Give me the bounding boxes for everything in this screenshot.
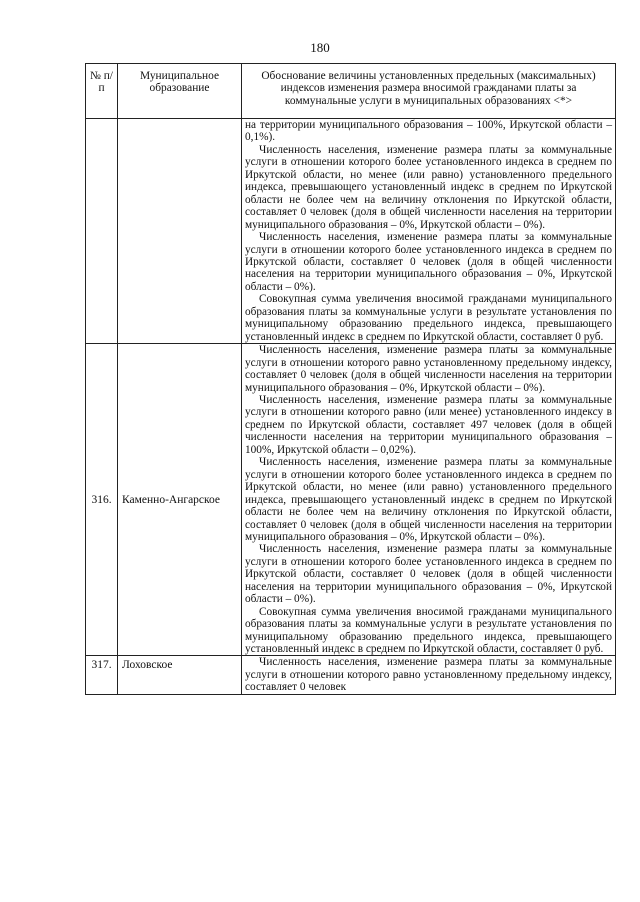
- paragraph: Численность населения, изменение размера платы за коммунальные услуги в отношении которого равно (или менее) установленного индексу в среднем по Иркутской области, составляет 497 человек (доля в общей численности населения на территории муниципального образования – 100%, Иркутской области – 0,02%).: [245, 393, 612, 456]
- row-justification: [242, 119, 616, 344]
- paragraph: на территории муниципального образования – 100%, Иркутской области – 0,1%).: [245, 119, 612, 144]
- header-justification: Обоснование величины установленных предельных (максимальных) индексов изменения размера вносимой гражданами платы за коммунальные услуги в муниципальных образованиях <*>: [242, 64, 616, 119]
- row-num: [86, 119, 118, 344]
- row-justification: [242, 656, 616, 694]
- paragraph: Численность населения, изменение размера платы за коммунальные услуги в отношении которого более установленного индекса в среднем по Иркутской области, составляет 0 человек (доля в общей численности населения на территории муниципального образования – 0%, Иркутской области – 0%).: [245, 543, 612, 606]
- row-municipality: Каменно-Ангарское: [118, 344, 242, 656]
- paragraph: Совокупная сумма увеличения вносимой гражданами муниципального образования платы за коммунальные услуги в результате установления по муниципальному образованию предельного индекса, превышающего установленный индекс в среднем по Иркутской области, составляет 0 руб.: [245, 605, 612, 656]
- row-municipality: Лоховское: [118, 656, 242, 694]
- paragraph: Совокупная сумма увеличения вносимой гражданами муниципального образования платы за коммунальные услуги в результате установления по муниципальному образованию предельного индекса, превышающего установленный индекс в среднем по Иркутской области, составляет 0 руб.: [245, 293, 612, 343]
- table-row: [86, 656, 616, 694]
- header-num: № п/п: [86, 64, 118, 119]
- row-num: 317.: [86, 656, 118, 694]
- paragraph: Численность населения, изменение размера платы за коммунальные услуги в отношении которого равно установленному предельному индексу, составляет 0 человек: [245, 656, 612, 694]
- indices-table: [85, 63, 616, 695]
- table-row: [86, 344, 616, 656]
- paragraph: Численность населения, изменение размера платы за коммунальные услуги в отношении которого более установленного индекса в среднем по Иркутской области, составляет 0 человек (доля в общей численности населения на территории муниципального образования – 0%, Иркутской области – 0%).: [245, 231, 612, 293]
- paragraph: Численность населения, изменение размера платы за коммунальные услуги в отношении которого более установленного индекса в среднем по Иркутской области, но менее (или равно) установленного предельного индекса, превышающего установленный индекс в среднем по Иркутской области не более чем на величину отклонения по Иркутской области, составляет 0 человек (доля в общей численности населения на территории муниципального образования – 0%, Иркутской области – 0%).: [245, 456, 612, 543]
- row-num: 316.: [86, 344, 118, 656]
- header-municipality: Муниципальное образование: [118, 64, 242, 119]
- paragraph: Численность населения, изменение размера платы за коммунальные услуги в отношении которого более установленного индекса в среднем по Иркутской области, но менее (или равно) установленного предельного индекса, превышающего установленный индекс в среднем по Иркутской области не более чем на величину отклонения по Иркутской области, составляет 0 человек (доля в общей численности населения на территории муниципального образования – 0%, Иркутской области – 0%).: [245, 143, 612, 231]
- row-justification: [242, 344, 616, 656]
- table-row: [86, 119, 616, 344]
- paragraph: Численность населения, изменение размера платы за коммунальные услуги в отношении которого равно установленному предельному индексу, составляет 0 человек (доля в общей численности населения на территории муниципального образования – 0%, Иркутской области – 0%).: [245, 344, 612, 394]
- page-number: 180: [310, 40, 330, 55]
- table-header-row: [86, 64, 616, 119]
- row-municipality: [118, 119, 242, 344]
